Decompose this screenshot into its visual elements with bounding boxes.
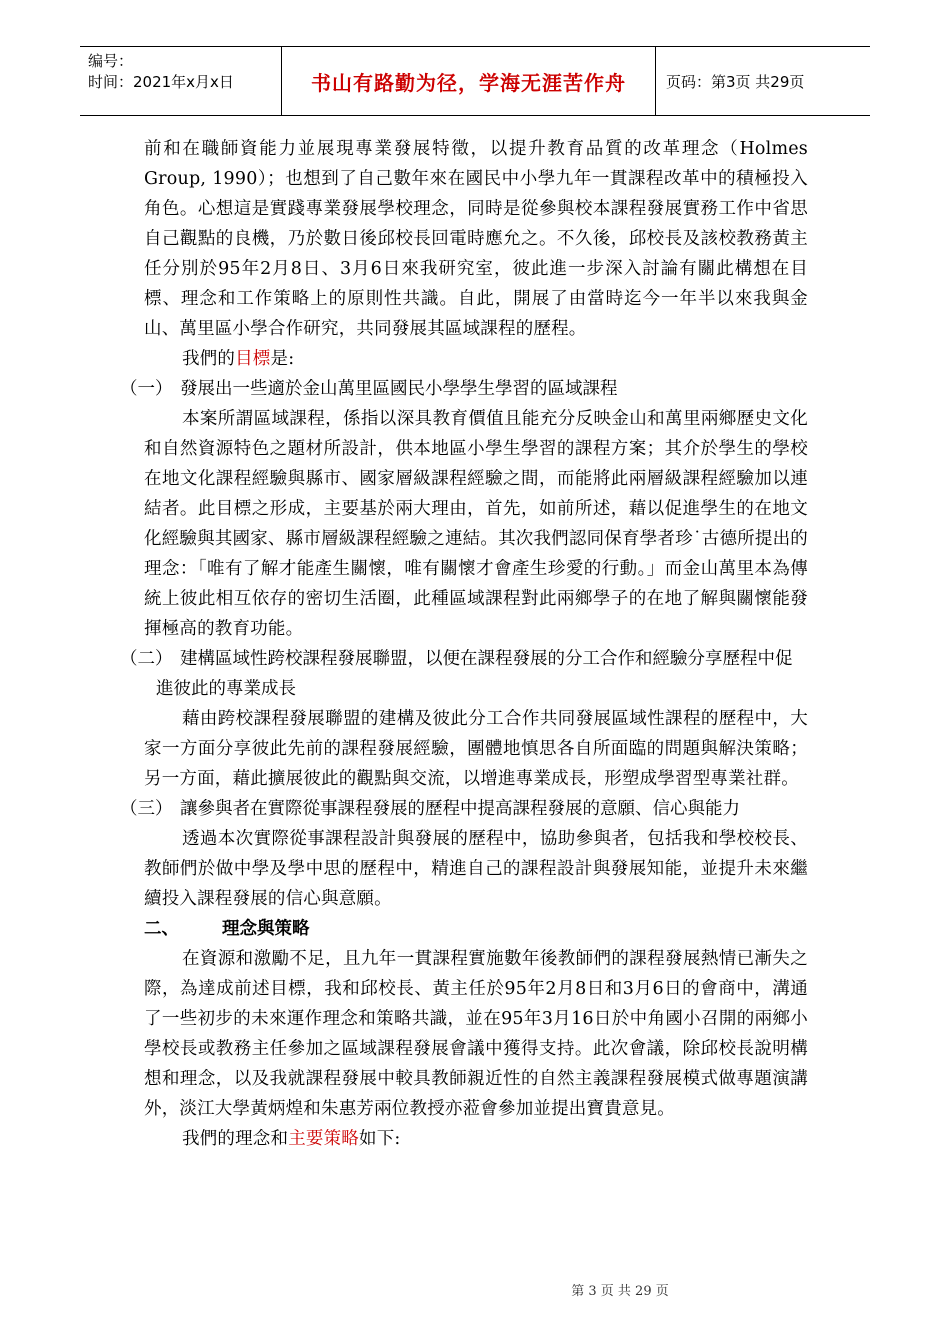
strategy-intro-suffix: 如下: bbox=[359, 1129, 401, 1149]
code-label: 编号： bbox=[88, 52, 134, 70]
document-body bbox=[120, 134, 808, 1154]
goal-1-heading bbox=[120, 374, 808, 404]
goal-2-number: （二） bbox=[120, 649, 173, 669]
goal-3-number: （三） bbox=[120, 799, 173, 819]
section-2-number: 二、 bbox=[144, 919, 179, 939]
paragraph-strategy: 在資源和激勵不足，且九年一貫課程實施數年後教師們的課程發展熱情已漸失之際，為達成前述目標，我和邱校長、黃主任於95年2月8日和3月6日的會商中，溝通了一些初步的未來運作理念和策略共識，並在95年3月16日於中角國小召開的兩鄉小學校長或教務主任參加之區域課程發展會議中獲得支持。此次會議，除邱校長說明構想和理念，以及我就課程發展中較具教師親近性的自然主義課程發展模式做專題演講外，淡江大學黃炳煌和朱惠芳兩位教授亦蒞會參加並提出寶貴意見。 bbox=[144, 949, 808, 1119]
goal-3-body: 透過本次實際從事課程設計與發展的歷程中，協助參與者，包括我和學校校長、教師們於做中學及學中思的歷程中，精進自己的課程設計與發展知能，並提升未來繼續投入課程發展的信心與意願。 bbox=[144, 829, 808, 909]
goal-1-title: 發展出一些適於金山萬里區國民小學學生學習的區域課程 bbox=[180, 379, 618, 399]
goal-2-title: 建構區域性跨校課程發展聯盟，以便在課程發展的分工合作和經驗分享歷程中促進彼此的專業成長 bbox=[156, 649, 793, 699]
goal-3-heading bbox=[120, 794, 808, 824]
goal-3-title: 讓參與者在實際從事課程發展的歷程中提高課程發展的意願、信心與能力 bbox=[180, 799, 740, 819]
page-footer: 第 3 页 共 29 页 bbox=[571, 1284, 669, 1299]
date-label: 时间：2021年x月x日 bbox=[88, 73, 234, 91]
strategy-intro bbox=[144, 1124, 808, 1154]
paragraph-intro: 前和在職師資能力並展現專業發展特徵，以提升教育品質的改革理念（Holmes Group, 1990）；也想到了自己數年來在國民中小學九年一貫課程改革中的積極投入角色。心想這是實踐專業發展學校理念，同時是從參與校本課程發展實務工作中省思自己觀點的良機，乃於數日後邱校長回電時應允之。不久後，邱校長及該校教務黃主任分別於95年2月8日、3月6日來我研究室，彼此進一步深入討論有關此構想在目標、理念和工作策略上的原則性共識。自此，開展了由當時迄今一年半以來我與金山、萬里區小學合作研究，共同發展其區域課程的歷程。 bbox=[144, 139, 808, 339]
goal-2-heading bbox=[120, 644, 808, 704]
goals-intro-text: 我們的 bbox=[182, 349, 236, 369]
goal-1-body: 本案所謂區域課程，係指以深具教育價值且能充分反映金山和萬里兩鄉歷史文化和自然資源特色之題材所設計，供本地區小學生學習的課程方案；其介於學生的學校在地文化課程經驗與縣市、國家層級課程經驗之間，而能將此兩層級課程經驗加以連結者。此目標之形成，主要基於兩大理由，首先，如前所述，藉以促進學生的在地文化經驗與其國家、縣市層級課程經驗之連結。其次我們認同保育學者珍˙古德所提出的理念：「唯有了解才能產生關懷，唯有關懷才會產生珍愛的行動。」而金山萬里本為傳統上彼此相互依存的密切生活圈，此種區域課程對此兩鄉學子的在地了解與關懷能發揮極高的教育功能。 bbox=[144, 409, 808, 639]
header-page-info: 页码：第3页 共29页 bbox=[666, 72, 805, 91]
goals-keyword: 目標 bbox=[235, 349, 271, 369]
section-2-heading bbox=[144, 914, 808, 944]
goals-intro-suffix: 是: bbox=[270, 349, 295, 369]
strategy-keyword: 主要策略 bbox=[288, 1129, 360, 1149]
goal-2-body: 藉由跨校課程發展聯盟的建構及彼此分工合作共同發展區域性課程的歷程中，大家一方面分享彼此先前的課程發展經驗，團體地慎思各自所面臨的問題與解決策略；另一方面，藉此擴展彼此的觀點與交流，以增進專業成長，形塑成學習型專業社群。 bbox=[144, 709, 808, 789]
goal-1-number: （一） bbox=[120, 379, 173, 399]
section-2-title: 理念與策略 bbox=[222, 919, 310, 939]
goals-intro bbox=[144, 344, 808, 374]
header-motto: 书山有路勤为径，学海无涯苦作舟 bbox=[282, 47, 656, 115]
page-header bbox=[80, 46, 870, 116]
header-meta bbox=[80, 47, 282, 115]
strategy-intro-text: 我們的理念和 bbox=[182, 1129, 289, 1149]
